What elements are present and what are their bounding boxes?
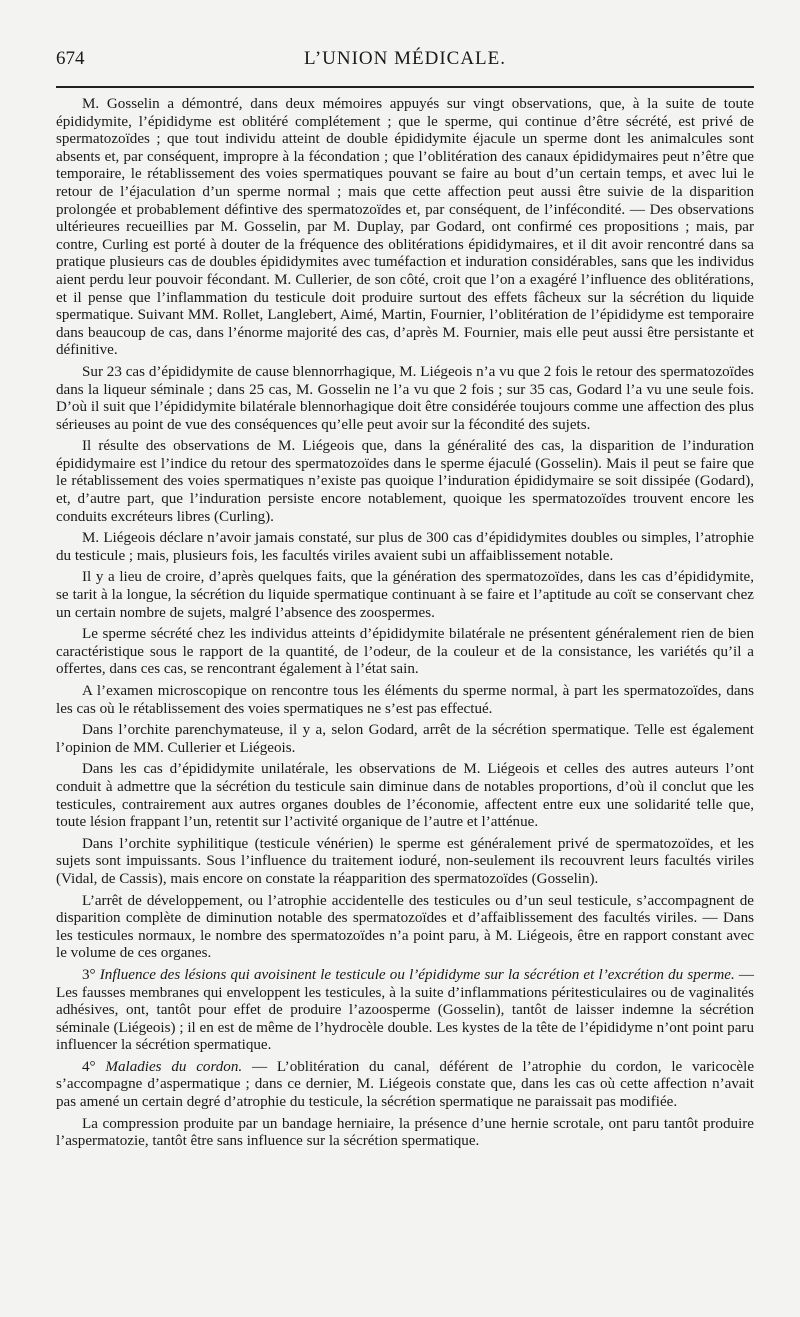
paragraph: Dans l’orchite syphilitique (testicule vénérien) le sperme est généralement privé de spermatozoïdes, et les sujets sont impuissants. Sous l’influence du traitement ioduré, non-seulement ils recouvrent leurs facultés viriles (Vidal, de Cassis), mais encore on constate la réapparition des spermatozoïdes (Gosselin).	[56, 835, 754, 887]
running-title: L’UNION MÉDICALE.	[303, 48, 507, 69]
paragraph: A l’examen microscopique on rencontre tous les éléments du sperme normal, à part les spermatozoïdes, dans les cas où le rétablissement des voies spermatiques ne s’est pas effectué.	[56, 683, 754, 717]
paragraph: Dans l’orchite parenchymateuse, il y a, selon Godard, arrêt de la sécrétion spermatique. Telle est également l’opinion de MM. Cullerier et Liégeois.	[56, 722, 754, 756]
page-number: 674	[56, 48, 85, 69]
paragraph: Il y a lieu de croire, d’après quelques faits, que la génération des spermatozoïdes, dans les cas d’épididymite, se tarit à la longue, la sécrétion du liquide spermatique continuant à se faire et l’aptitude au coït se conservant chez un certain nombre de sujets, malgré l’absence des zoospermes.	[56, 569, 754, 621]
section-paragraph: 4° Maladies du cordon. — L’oblitération du canal, déférent de l’atrophie du cordon, le varicocèle s’accompagne d’aspermatique ; dans ce dernier, M. Liégeois constate que, dans les cas où cette affection n’avait pas amené un certain degré d’atrophie du testicule, la sécrétion spermatique ne paraissait pas modifiée.	[56, 1058, 755, 1111]
article-body	[56, 96, 754, 1151]
paragraph: Dans les cas d’épididymite unilatérale, les observations de M. Liégeois et celles des autres auteurs l’ont conduit à admettre que la sécrétion du testicule sain diminue dans de notables proportions, d’où il conclut que les testicules, contrairement aux autres organes doubles de l’économie, affectent entre eux une solidarité telle que, toute lésion frappant l’un, retentit sur l’activité organique de l’autre et l’atténue.	[56, 761, 754, 831]
section-paragraph: 3° Influence des lésions qui avoisinent le testicule ou l’épididyme sur la sécrétion et l’excrétion du sperme. — Les fausses membranes qui enveloppent les testicules, à la suite d’inflammations péritesticulaires ou de vaginalités adhésives, ont, tantôt pour effet de produire l’azoosperme (Gosselin), tantôt de laisser indemne la sécrétion séminale (Liégeois) ; il en est de même de l’hydrocèle double. Les kystes de la tête de l’épididyme n’ont point paru influencer la sécrétion spermatique.	[56, 966, 754, 1054]
paragraph: Sur 23 cas d’épididymite de cause blennorrhagique, M. Liégeois n’a vu que 2 fois le retour des spermatozoïdes dans la liqueur séminale ; dans 25 cas, M. Gosselin ne l’a vu que 2 fois ; sur 35 cas, Godard l’a vu une seule fois. D’où il suit que l’épididymite bilatérale blennorhagique doit être considérée toujours comme une affection des plus sérieuses au point de vue des conséquences qu’elle peut avoir sur la fécondité des sujets.	[56, 363, 754, 433]
paragraph: Le sperme sécrété chez les individus atteints d’épididymite bilatérale ne présentent généralement rien de bien caractéristique sous le rapport de la quantité, de l’odeur, de la couleur et de la consistance, les variétés qu’il a offertes, dans ces cas, se rencontrant également à l’état sain.	[56, 626, 754, 678]
header-rule	[56, 86, 754, 88]
paragraph: Il résulte des observations de M. Liégeois que, dans la généralité des cas, la disparition de l’induration épididymaire est l’indice du retour des spermatozoïdes dans le sperme éjaculé (Gosselin). Mais il peut se faire que le rétablissement des voies spermatiques n’existe pas quoique l’induration épididymaire se soit dissipée (Godard), et, d’autre part, que l’induration persiste encore notablement, quoique les spermatozoïdes trouvent encore les conduits excréteurs libres (Curling).	[56, 438, 754, 525]
section-heading: Maladies du cordon.	[105, 1058, 243, 1075]
section-heading: Influence des lésions qui avoisinent le testicule ou l’épididyme sur la sécrétion et l’excrétion du sperme.	[99, 966, 735, 983]
paragraph: M. Liégeois déclare n’avoir jamais constaté, sur plus de 300 cas d’épididymites doubles ou simples, l’atrophie du testicule ; mais, plusieurs fois, les facultés viriles avaient subi un affaiblissement notable.	[56, 530, 754, 564]
paragraph: L’arrêt de développement, ou l’atrophie accidentelle des testicules ou d’un seul testicule, s’accompagnent de disparition complète de diminution notable des spermatozoïdes et d’affaiblissement des facultés viriles. — Dans les testicules normaux, le nombre des spermatozoïdes n’a point paru, à M. Liégeois, être en rapport constant avec le volume de ces organes.	[56, 892, 754, 962]
paragraph: M. Gosselin a démontré, dans deux mémoires appuyés sur vingt observations, que, à la suite de toute épididymite, l’épididyme est oblitéré complétement ; que le sperme, qui continue d’être sécrété, est privé de spermatozoïdes ; que tout individu atteint de double épididymite éjacule un sperme dont les animalcules sont absents et, par conséquent, impropre à la fécondation ; que l’oblitération des canaux épididymaires peut n’être que temporaire, le rétablissement des voies spermatiques pouvant se faire au bout d’un certain temps, et avec lui le retour de l’éjaculation d’un sperme normal ; mais que cette affection peut aussi être suivie de la disparition prolongée et probablement défintive des spermatozoïdes et, par conséquent, de l’infécondité. — Des observations ultérieures recueillies par M. Gosselin, par M. Duplay, par Godard, ont confirmé ces propositions ; mais, par contre, Curling est porté à douter de la fréquence des oblitérations épididymaires, et il dit avoir rencontré dans sa pratique plusieurs cas de doubles épididymites avec tuméfaction et induration considérables, sans que les individus aient perdu leur pouvoir fécondant. M. Cullerier, de son côté, croit que l’on a exagéré l’influence des oblitérations, et il pense que l’inflammation du testicule doit produire surtout des effets fâcheux sur la sécrétion du liquide spermatique. Suivant MM. Rollet, Langlebert, Aimé, Martin, Fournier, l’oblitération de l’épididyme est temporaire dans beaucoup de cas, dans l’énorme majorité des cas, d’après M. Fournier, mais elle peut aussi être persistante et définitive.	[56, 96, 754, 359]
paragraph: La compression produite par un bandage herniaire, la présence d’une hernie scrotale, ont paru tantôt produire l’aspermatozie, tantôt être sans influence sur la sécrétion spermatique.	[56, 1115, 754, 1150]
page-header	[56, 48, 754, 74]
